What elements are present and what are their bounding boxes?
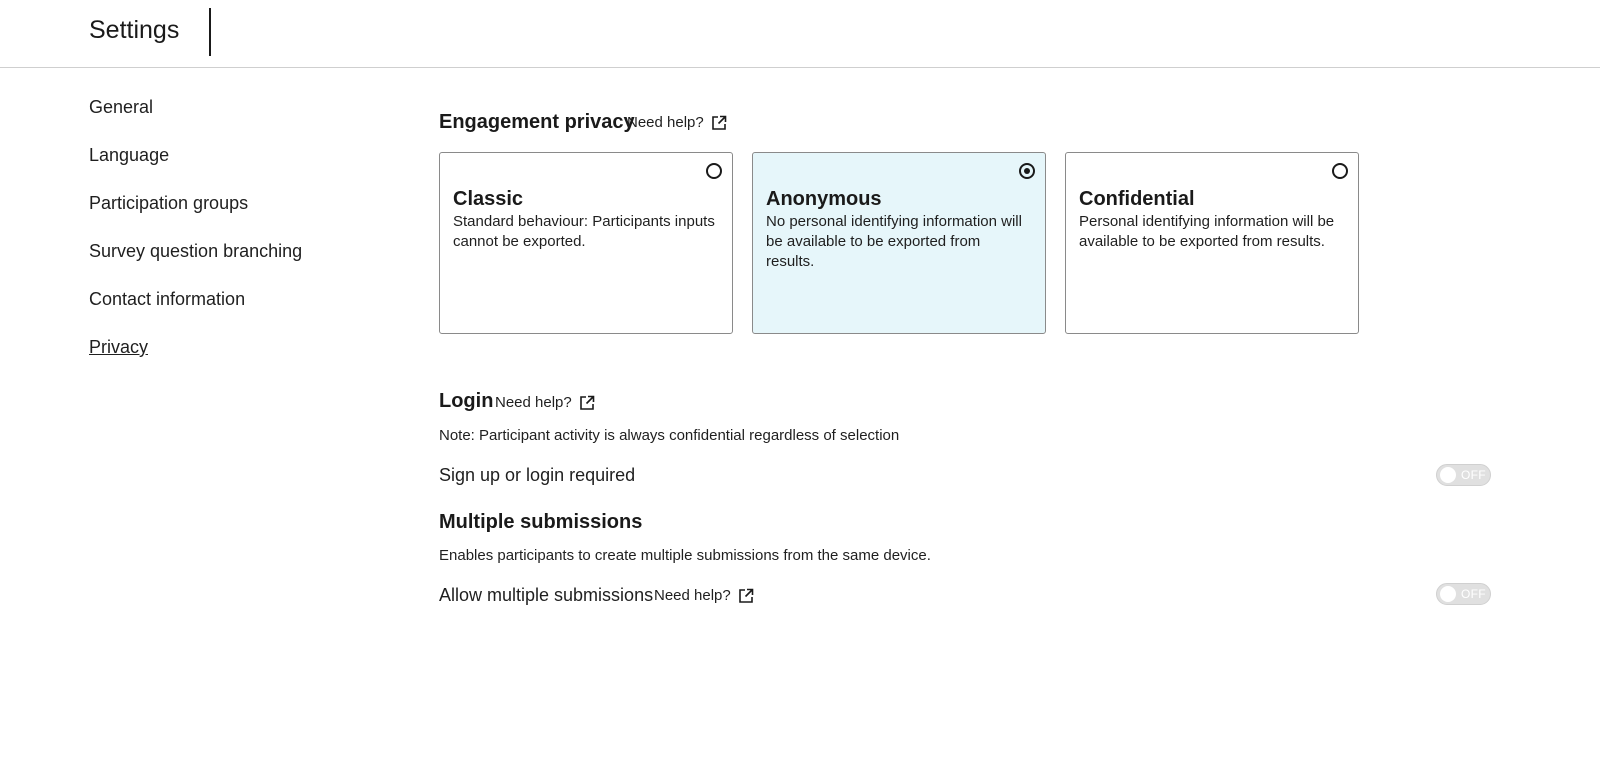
login-required-toggle[interactable] (1436, 464, 1491, 486)
option-title: Anonymous (766, 188, 882, 210)
multiple-submissions-help-link[interactable] (654, 587, 754, 604)
page-title: Settings (89, 16, 180, 44)
header (0, 0, 1600, 68)
privacy-option-anonymous[interactable] (752, 152, 1046, 334)
login-toggle-label: Sign up or login required (439, 465, 636, 485)
option-title: Confidential (1079, 188, 1195, 210)
option-description: No personal identifying information will be available to be exported from results. (766, 213, 1022, 270)
privacy-option-confidential[interactable] (1065, 152, 1359, 334)
multiple-submissions-toggle-label: Allow multiple submissions (439, 585, 654, 605)
header-divider (209, 8, 211, 56)
external-link-icon (738, 588, 754, 604)
login-help-link[interactable] (495, 394, 595, 411)
external-link-icon (579, 395, 595, 411)
help-label: Need help? (495, 394, 572, 411)
login-heading: Login (439, 390, 494, 412)
toggle-knob (1440, 467, 1456, 483)
sidebar-item-language[interactable]: Language (89, 145, 170, 165)
toggle-knob (1440, 586, 1456, 602)
multiple-submissions-description: Enables participants to create multiple submissions from the same device. (439, 547, 931, 564)
multiple-submissions-heading: Multiple submissions (439, 511, 643, 533)
option-title: Classic (453, 188, 524, 210)
toggle-state: OFF (1461, 468, 1486, 482)
sidebar-item-general[interactable]: General (89, 97, 154, 117)
radio-selected-icon[interactable] (1019, 163, 1035, 179)
help-label: Need help? (627, 114, 704, 131)
sidebar-item-survey-question-branching[interactable]: Survey question branching (89, 241, 303, 261)
multiple-submissions-toggle[interactable] (1436, 583, 1491, 605)
radio-icon[interactable] (1332, 163, 1348, 179)
external-link-icon (711, 115, 727, 131)
sidebar-item-contact-information[interactable]: Contact information (89, 289, 246, 309)
engagement-privacy-heading: Engagement privacy (439, 111, 635, 133)
login-note: Note: Participant activity is always confidential regardless of selection (439, 427, 900, 444)
engagement-privacy-help-link[interactable] (627, 114, 727, 131)
help-label: Need help? (654, 587, 731, 604)
option-description: Standard behaviour: Participants inputs cannot be exported. (453, 213, 715, 250)
option-description: Personal identifying information will be available to be exported from results. (1079, 213, 1335, 250)
privacy-option-classic[interactable] (439, 152, 733, 334)
sidebar-item-participation-groups[interactable]: Participation groups (89, 193, 249, 213)
toggle-state: OFF (1461, 587, 1486, 601)
radio-icon[interactable] (706, 163, 722, 179)
sidebar-item-privacy[interactable]: Privacy (89, 337, 149, 357)
